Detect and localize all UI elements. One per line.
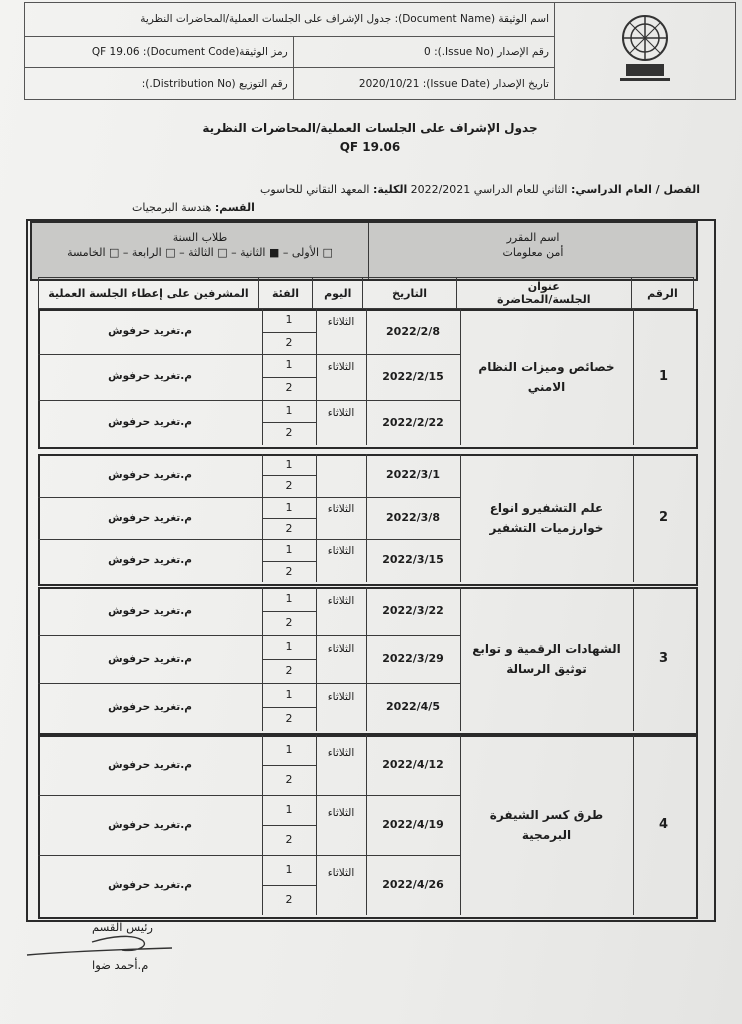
session-supervisor: م.تغريد حرفوش xyxy=(108,415,192,428)
session-day: الثلاثاء xyxy=(327,361,355,374)
session-date: 2022/4/12 xyxy=(382,758,444,771)
session-group: 2 xyxy=(285,616,293,629)
issue-no-cell: رقم الإصدار (Issue No.): 0 xyxy=(293,36,554,68)
session-date: 2022/2/22 xyxy=(382,415,444,429)
session-number: 3 xyxy=(658,651,669,666)
course-name-box: اسم المقرر أمن معلومات xyxy=(502,231,564,259)
session-group: 1 xyxy=(285,500,293,514)
session-date: 2022/3/1 xyxy=(386,468,440,481)
session-date: 2022/4/19 xyxy=(382,818,444,831)
session-supervisor: م.تغريد حرفوش xyxy=(108,554,192,567)
department-label: القسم: هندسة البرمجيات xyxy=(132,201,255,214)
issue-date-cell: تاريخ الإصدار (Issue Date): 2020/10/21 xyxy=(293,68,554,100)
session-title: الشهادات الرقمية و توابع توثيق الرسالة xyxy=(472,642,621,676)
session-date: 2022/3/29 xyxy=(382,652,444,665)
session-date: 2022/4/5 xyxy=(386,700,440,713)
document-name-cell: اسم الوثيقة (Document Name): جدول الإشراف على الجلسات العملية/المحاضرات النظرية xyxy=(25,3,555,37)
session-date: 2022/3/8 xyxy=(386,510,440,524)
session-group: 2 xyxy=(285,712,293,725)
session-date: 2022/4/26 xyxy=(382,878,444,891)
session-group: 2 xyxy=(285,773,293,786)
document-code-cell: رمز الوثيقة(Document Code): QF 19.06 xyxy=(25,36,294,68)
col-supervisors: المشرفين على إعطاء الجلسة العملية xyxy=(39,278,259,309)
session-group: 1 xyxy=(285,688,293,701)
session-date: 2022/2/15 xyxy=(382,370,444,384)
session-day: الثلاثاء xyxy=(327,545,355,558)
session-supervisor: م.تغريد حرفوش xyxy=(108,370,192,383)
session-group: 1 xyxy=(285,458,293,471)
session-supervisor: م.تغريد حرفوش xyxy=(108,325,192,337)
course-info-bar xyxy=(30,221,698,281)
col-number: الرقم xyxy=(631,278,693,309)
semester-label: الفصل / العام الدراسي: الثاني للعام الدراسي 2022/2021 xyxy=(410,183,700,196)
logo-cell xyxy=(555,3,736,100)
session-group: 2 xyxy=(285,664,293,677)
session-group: 2 xyxy=(285,833,293,846)
session-date: 2022/2/8 xyxy=(386,325,440,338)
session-group: 1 xyxy=(285,313,293,326)
session-group: 1 xyxy=(285,592,293,605)
session-group: 1 xyxy=(285,403,293,417)
session-title: خصائص وميزات النظام الامني xyxy=(478,360,615,394)
year-students-box: طلاب السنة □ الأولى – ■ الثانية – □ الثالثة – □ الرابعة – □ الخامسة xyxy=(67,231,333,259)
session-date: 2022/3/22 xyxy=(382,604,444,617)
session-supervisor: م.تغريد حرفوش xyxy=(108,469,192,481)
page-subtitle: QF 19.06 xyxy=(339,140,401,154)
session-supervisor: م.تغريد حرفوش xyxy=(108,511,192,524)
session-supervisor: م.تغريد حرفوش xyxy=(108,759,192,771)
session-number: 1 xyxy=(658,369,669,384)
session-supervisor: م.تغريد حرفوش xyxy=(108,605,192,617)
session-title: علم التشفيرو انواع خوارزميات التشفير xyxy=(489,501,604,535)
session-group: 1 xyxy=(285,640,293,653)
session-supervisor: م.تغريد حرفوش xyxy=(108,701,192,713)
document-header-table xyxy=(24,2,736,100)
session-day: الثلاثاء xyxy=(327,406,355,419)
session-number: 2 xyxy=(658,510,669,525)
session-group: 2 xyxy=(285,479,293,493)
session-day: الثلاثاء xyxy=(327,747,355,759)
page-title: جدول الإشراف على الجلسات العملية/المحاضرات النظرية xyxy=(202,121,538,135)
session-day: الثلاثاء xyxy=(327,316,355,328)
session-date: 2022/3/15 xyxy=(382,553,444,567)
session-group: 1 xyxy=(285,358,293,372)
session-group: 1 xyxy=(285,803,293,816)
col-group: الفئة xyxy=(258,278,312,309)
session-day: الثلاثاء xyxy=(327,502,355,515)
session-day: الثلاثاء xyxy=(327,595,355,607)
session-supervisor: م.تغريد حرفوش xyxy=(108,653,192,665)
col-date: التاريخ xyxy=(363,278,456,309)
head-of-department-label: رئيس القسم xyxy=(92,920,153,934)
session-day: الثلاثاء xyxy=(327,691,355,703)
col-day: اليوم xyxy=(313,278,363,309)
session-number: 4 xyxy=(658,817,669,832)
faculty-label: الكلية: المعهد التقاني للحاسوب xyxy=(260,183,408,196)
session-group: 2 xyxy=(285,522,293,535)
session-group: 1 xyxy=(285,743,293,756)
session-supervisor: م.تغريد حرفوش xyxy=(108,819,192,831)
session-day: الثلاثاء xyxy=(327,643,355,655)
session-day xyxy=(316,454,366,480)
col-title: عنوان الجلسة/المحاضرة xyxy=(456,278,631,309)
session-group: 2 xyxy=(285,335,293,349)
column-header-row xyxy=(38,277,694,309)
session-group: 1 xyxy=(285,543,293,557)
session-group: 2 xyxy=(285,893,293,906)
session-title: طرق كسر الشيفرة البرمجية xyxy=(489,808,604,842)
session-group: 1 xyxy=(285,863,293,876)
head-of-department-name: م.أحمد ضوا xyxy=(92,958,149,972)
session-supervisor: م.تغريد حرفوش xyxy=(108,879,192,891)
university-logo xyxy=(610,10,680,90)
distribution-no-cell: رقم التوزيع (Distribution No.): xyxy=(25,68,294,100)
session-day: الثلاثاء xyxy=(327,807,355,819)
session-group: 2 xyxy=(285,426,293,440)
session-group: 2 xyxy=(285,381,293,394)
session-group: 2 xyxy=(285,564,293,578)
session-day: الثلاثاء xyxy=(327,867,355,879)
